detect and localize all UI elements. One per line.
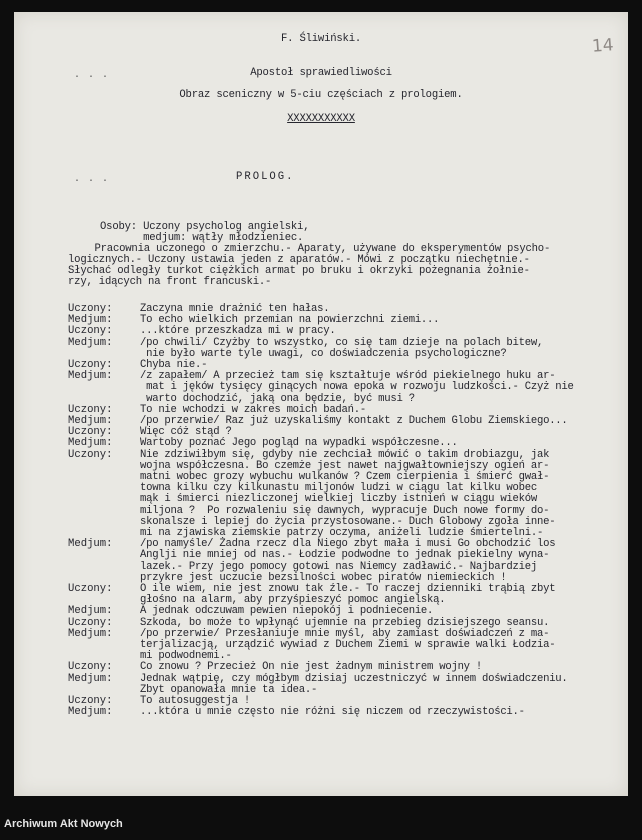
dialogue-line: Anglji nie mniej od nas.- Łodzie podwodne to jednak piekielny wyna-: [140, 549, 550, 562]
dialogue-line: warto dochodzić, jaką ona będzie, być musi ?: [140, 392, 415, 405]
dialogue-line: Nie zdziwiłbym się, gdyby nie zechciał mówić o takim drobiazgu, jak: [140, 448, 550, 461]
archive-footer: Archiwum Akt Nowych: [4, 818, 123, 830]
speaker-label: Medjum:: [68, 706, 113, 719]
speaker-label: Uczony:: [68, 583, 113, 595]
speaker-label: Medjum:: [68, 627, 113, 640]
intro-line: rzy, idących na front francuski.-: [68, 276, 272, 288]
dialogue-line: /po namyśle/ Żadna rzecz dla Niego zbyt mała i musi Go obchodzić los: [140, 538, 556, 551]
dialogue-line: To nie wchodzi w zakres moich badań.-: [140, 403, 366, 416]
dialogue-line: mąk i śmierci niezliczonej wielkiej liczby istnień w ciągu wieków: [140, 493, 537, 506]
dialogue-line: A jednak odczuwam pewien niepokój i podniecenie.: [140, 605, 434, 618]
speaker-label: Medjum:: [68, 370, 113, 383]
speaker-label: Medjum:: [68, 314, 113, 327]
speaker-label: Uczony:: [68, 325, 113, 338]
dialogue-line: lazek.- Przy jego pomocy gotowi nas Niemcy zadławić.- Najbardziej: [140, 560, 537, 573]
speaker-label: Uczony:: [68, 616, 113, 629]
intro-line: Pracownia uczonego o zmierzchu.- Aparaty, używane do eksperymentów psycho-: [76, 243, 551, 255]
dialogue-line: głośno na alarm, aby przyśpieszyć pomoc angielską.: [140, 594, 446, 607]
intro-line: logicznych.- Uczony ustawia jeden z aparatów.- Mówi z początku niechętnie.-: [68, 254, 530, 266]
dialogue-line: Zbyt opanowała mnie ta idea.-: [140, 683, 318, 696]
dialogue-line: /po przerwie/ Raz już uzyskaliśmy kontakt z Duchem Globu Ziemskiego...: [140, 415, 568, 427]
speaker-label: Uczony:: [68, 695, 113, 707]
dialogue-line: Szkoda, bo może to wpłynąć ujemnie na przebieg dzisiejszego seansu.: [140, 616, 550, 629]
speaker-label: Uczony:: [68, 403, 113, 416]
speaker-label: Medjum:: [68, 437, 113, 450]
dialogue-line: matni wobec grozy wybuchu wulkanów ? Czem cierpienia i śmierć gwał-: [140, 471, 550, 483]
subtitle: Obraz sceniczny w 5-ciu częściach z prologiem.: [179, 89, 463, 101]
speaker-label: Medjum:: [68, 336, 113, 349]
separator: XXXXXXXXXXX: [287, 113, 355, 125]
speaker-label: Uczony:: [68, 426, 113, 439]
dialogue-line: terjalizacją, urządzić wywiad z Duchem Ziemi w sprawie walki Łodzia-: [140, 639, 556, 651]
intro-line: medjum: wątły młodzieniec.: [100, 232, 304, 244]
dialogue-line: Wartoby poznać Jego pogląd na wypadki współczesne...: [140, 437, 458, 450]
dialogue-line: towna kilku czy kilkunastu miljonów ludzi w ciągu lat kilku wobec: [140, 482, 537, 495]
document-page: [14, 12, 628, 796]
speaker-label: Medjum:: [68, 605, 113, 618]
dialogue-line: To echo wielkich przemian na powierzchni ziemi...: [140, 314, 440, 327]
dialogue-line: To autosuggestja !: [140, 695, 250, 707]
dialogue-line: /po przerwie/ Przesłaniuje mnie myśl, aby zamiast doświadczeń z ma-: [140, 627, 550, 640]
intro-line: Osoby: Uczony psycholog angielski,: [100, 221, 310, 233]
speaker-label: Uczony:: [68, 448, 113, 461]
folio-number: 14: [591, 35, 615, 57]
margin-dots: . . .: [74, 174, 110, 185]
dialogue-line: Zaczyna mnie drażnić ten hałas.: [140, 303, 330, 315]
author: F. Śliwiński.: [280, 33, 362, 45]
speaker-label: Uczony:: [68, 661, 113, 674]
dialogue-line: O ile wiem, nie jest znowu tak źle.- To raczej dzienniki trąbią zbyt: [140, 583, 556, 595]
dialogue-line: Co znowu ? Przecież On nie jest żadnym ministrem wojny !: [140, 661, 483, 674]
intro-line: Słychać odległy turkot ciężkich armat po bruku i okrzyki pożegnania żołnie-: [68, 265, 530, 277]
dialogue-line: Chyba nie.-: [140, 359, 208, 371]
dialogue-line: skonalsze i lepiej do życia przystosowane.- Duch Globowy zgoła inne-: [140, 515, 556, 528]
dialogue-line: Więc cóż stąd ?: [140, 426, 232, 439]
speaker-label: Uczony:: [68, 359, 113, 371]
dialogue-line: ...która u mnie często nie różni się niczem od rzeczywistości.-: [140, 706, 525, 719]
margin-dots: . . .: [74, 70, 110, 81]
dialogue-line: przykre jest uczucie bezsilności wobec piratów niemieckich !: [140, 571, 507, 584]
dialogue-line: Jednak wątpię, czy mógłbym dzisiaj uczestniczyć w innem doświadczeniu.: [140, 672, 568, 685]
title: Apostoł sprawiedliwości: [250, 67, 392, 79]
dialogue-line: nie było warte tyle uwagi, co doświadczenia psychologiczne?: [140, 347, 507, 360]
prolog-heading: PROLOG.: [236, 171, 295, 183]
speaker-label: Medjum:: [68, 672, 113, 685]
speaker-label: Uczony:: [68, 303, 113, 315]
dialogue-line: /po chwili/ Czyżby to wszystko, co się tam dzieje na polach bitew,: [140, 336, 544, 349]
dialogue-line: wojna współczesna. Bo czemże jest nawet najgwałtowniejszy ogień ar-: [140, 459, 550, 472]
speaker-label: Medjum:: [68, 415, 113, 427]
dialogue-line: mi podwodnemi.-: [140, 650, 232, 663]
dialogue-line: miljona ? Po rozwaleniu się dawnych, wypracuje Duch nowe formy do-: [140, 504, 550, 517]
dialogue-line: /z zapałem/ A przecież tam się kształtuje wśród piekielnego huku ar-: [140, 370, 556, 383]
dialogue-line: mi na zjawiska ziemskie patrzy oczyma, aniżeli ludzie śmiertelni.-: [140, 527, 544, 539]
dialogue-line: mat i jęków tysięcy ginących nowa epoka w rozwoju ludzkości.- Czyż nie: [140, 381, 574, 394]
dialogue-line: ...które przeszkadza mi w pracy.: [140, 325, 336, 338]
speaker-label: Medjum:: [68, 538, 113, 551]
